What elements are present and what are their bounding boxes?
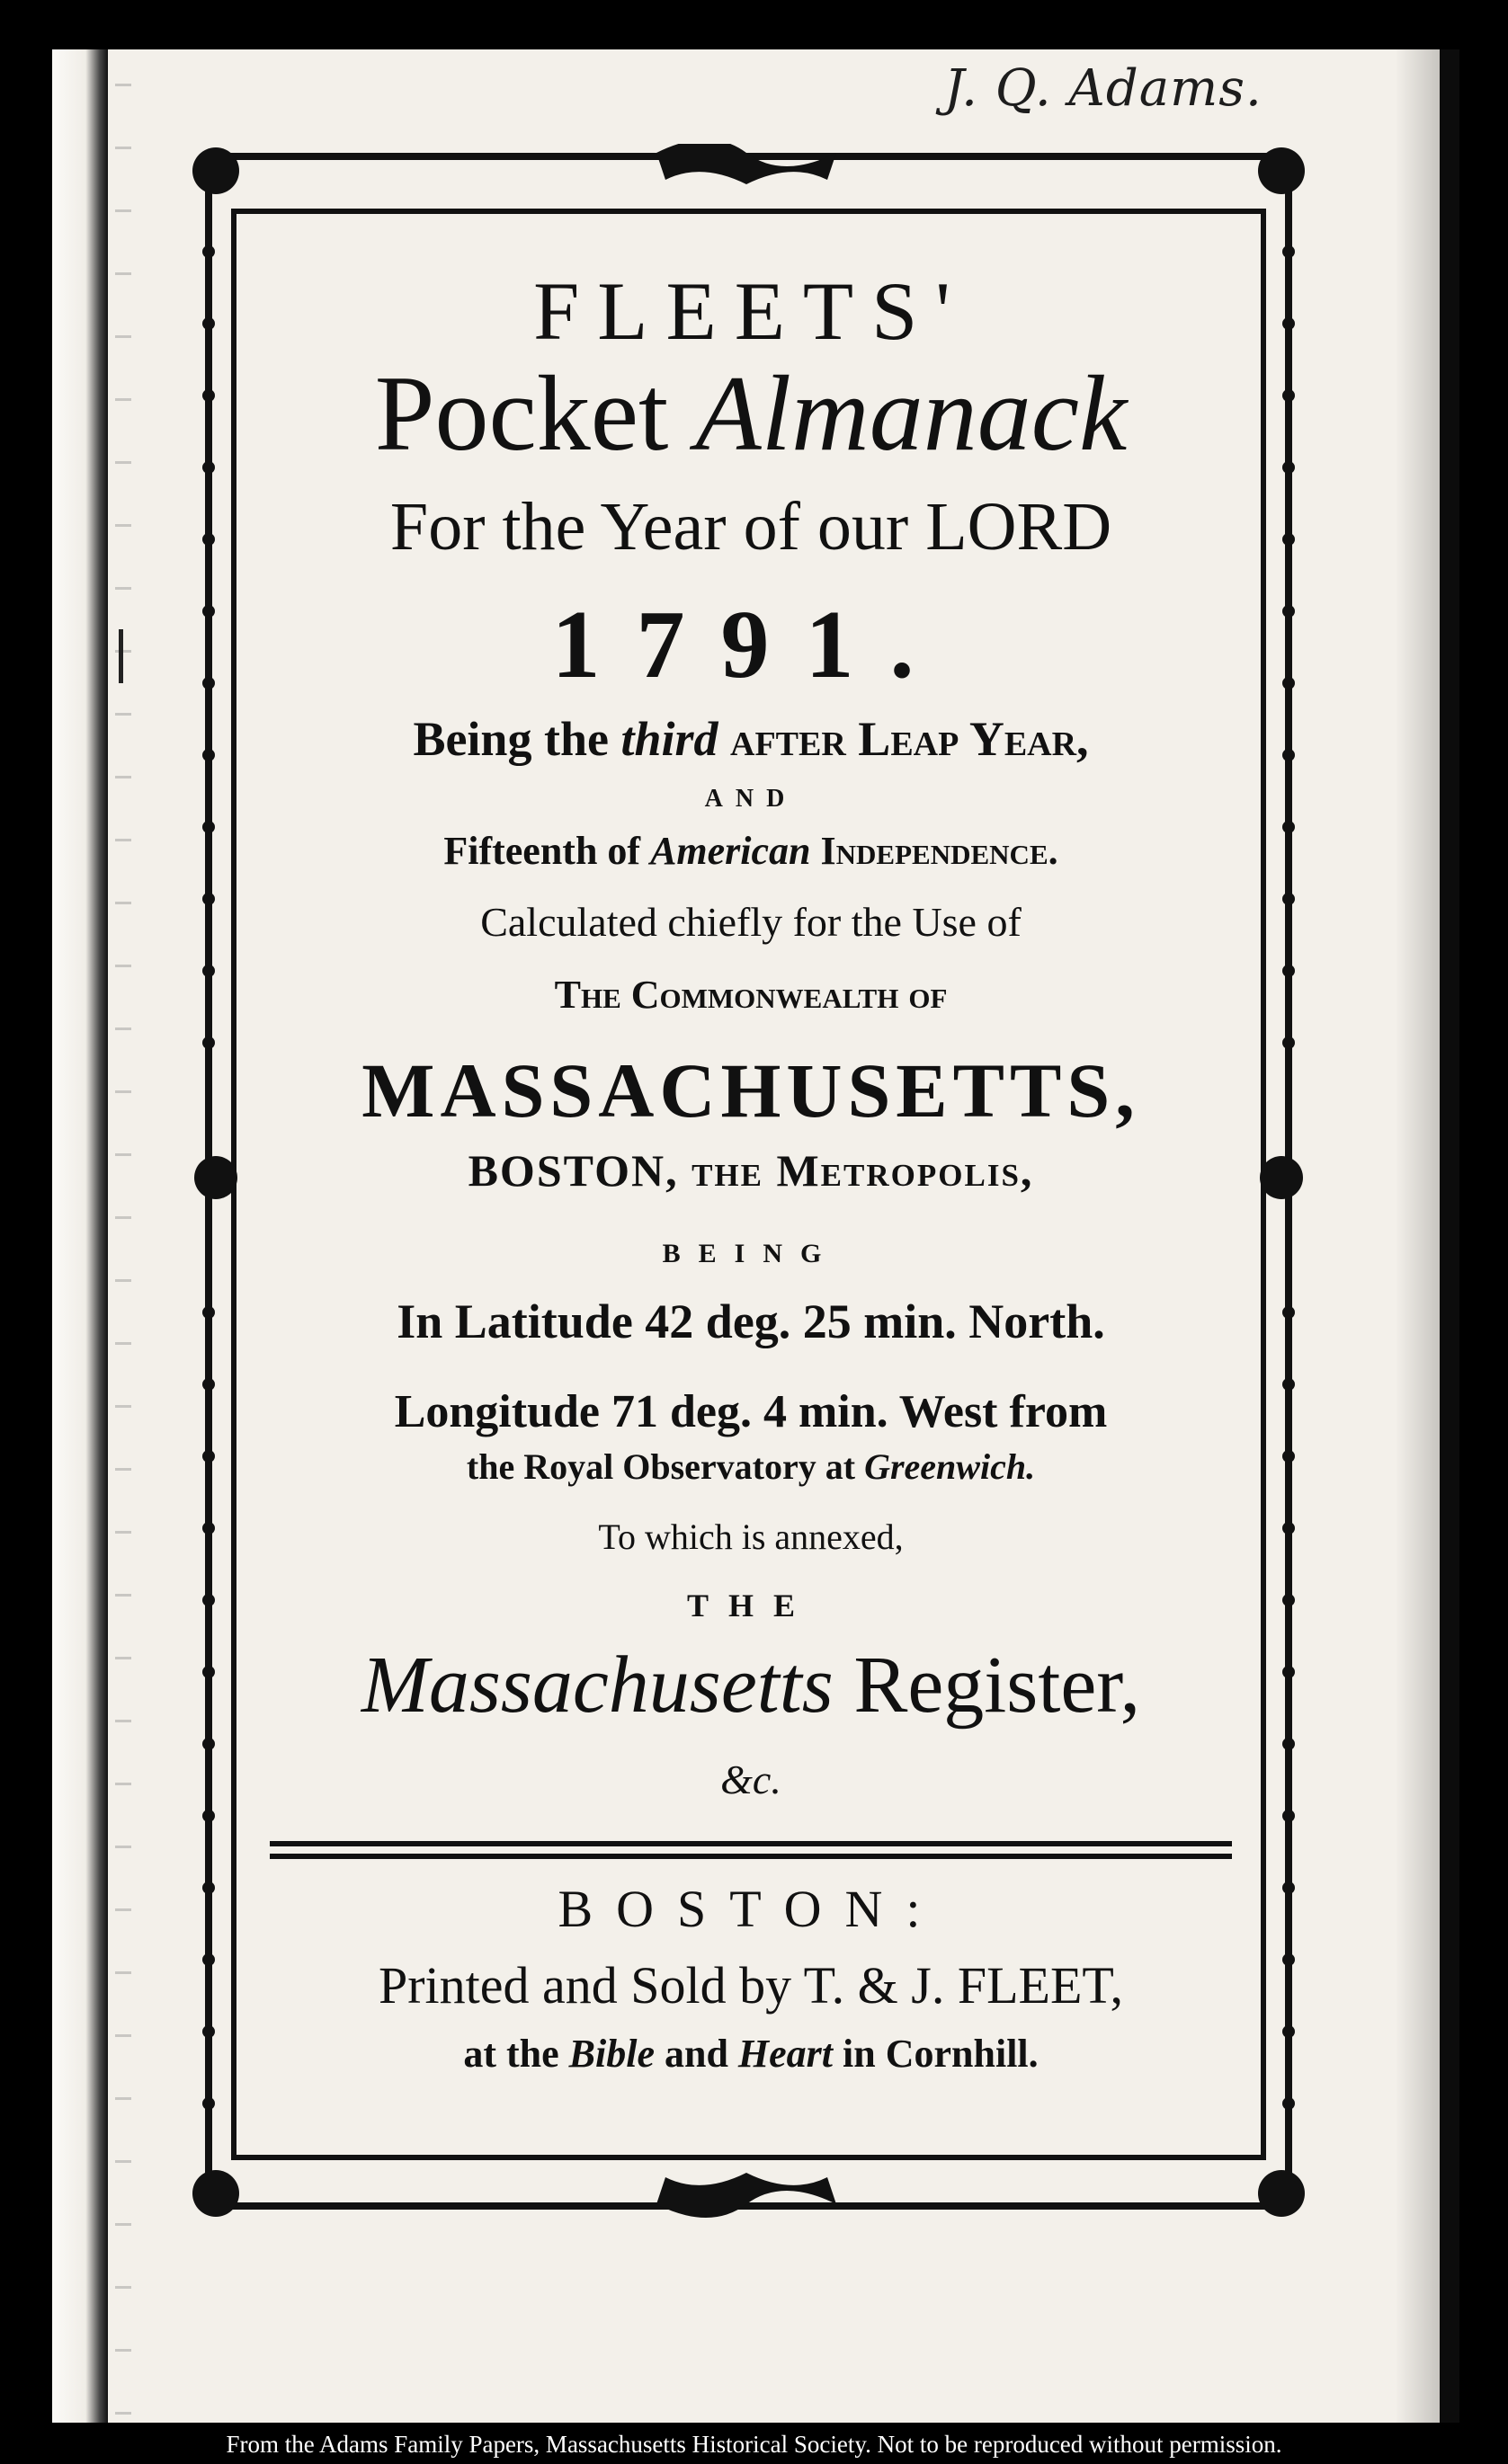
fifteenth-line [234, 829, 1268, 873]
imprint-bible: Bible [568, 2032, 655, 2076]
observatory-line [234, 1446, 1268, 1487]
fifteenth-american: American [650, 829, 811, 873]
page-edge [1440, 49, 1459, 2423]
state-name: MASSACHUSETTS, [361, 1047, 1140, 1134]
imprint-and: and [664, 2032, 728, 2076]
imprint-place-suffix: in Cornhill. [843, 2032, 1039, 2076]
observatory-prefix: the Royal Observatory at [466, 1446, 856, 1487]
leap-year-line [234, 712, 1268, 766]
title-fleets: FLEETS' [533, 265, 968, 357]
register-word: Register, [853, 1641, 1141, 1730]
imprint-place-prefix: at the [463, 2032, 559, 2076]
title-pocket: Pocket [374, 353, 669, 473]
leap-suffix: after Leap Year, [730, 712, 1089, 766]
page-shadow [1395, 49, 1440, 2423]
annexed-line: To which is annexed, [598, 1517, 904, 1557]
margin-mark [119, 629, 123, 683]
latitude-line: In Latitude 42 deg. 25 min. North. [397, 1294, 1105, 1348]
register-massachusetts: Massachusetts [361, 1641, 834, 1730]
handwritten-signature: J. Q. Adams. [944, 59, 1263, 118]
fifteenth-independence: Independence. [820, 829, 1058, 873]
observatory-greenwich: Greenwich. [864, 1446, 1036, 1487]
leap-prefix: Being the [413, 712, 609, 766]
book-gutter [52, 49, 108, 2423]
commonwealth-line: The Commonwealth of [554, 973, 948, 1017]
show-through-specks [115, 49, 131, 2423]
imprint-place [234, 2034, 1268, 2074]
title-pocket-almanack [234, 353, 1268, 473]
and-line: AND [704, 785, 798, 813]
register-line [234, 1641, 1268, 1730]
double-rule [270, 1841, 1232, 1866]
longitude-line: Longitude 71 deg. 4 min. West from [394, 1386, 1108, 1437]
being-line: BEING [662, 1239, 840, 1268]
the-line: THE [686, 1588, 816, 1623]
etc-line: &c. [720, 1757, 781, 1802]
imprint-heart: Heart [737, 2032, 834, 2076]
fifteenth-prefix: Fifteenth of [443, 829, 641, 873]
leap-third: third [620, 712, 718, 766]
metropolis-line: BOSTON, the Metropolis, [468, 1145, 1034, 1196]
copyright-credit: From the Adams Family Papers, Massachusetts Historical Society. Not to be reproduced without permission. [226, 2431, 1282, 2458]
imprint-printer: Printed and Sold by T. & J. FLEET, [378, 1956, 1124, 2015]
title-almanack: Almanack [695, 353, 1128, 473]
calculated-line: Calculated chiefly for the Use of [480, 899, 1022, 945]
year-line: For the Year of our LORD [389, 489, 1112, 565]
year-number: 1791. [551, 592, 950, 698]
imprint-city: BOSTON: [558, 1880, 944, 1938]
